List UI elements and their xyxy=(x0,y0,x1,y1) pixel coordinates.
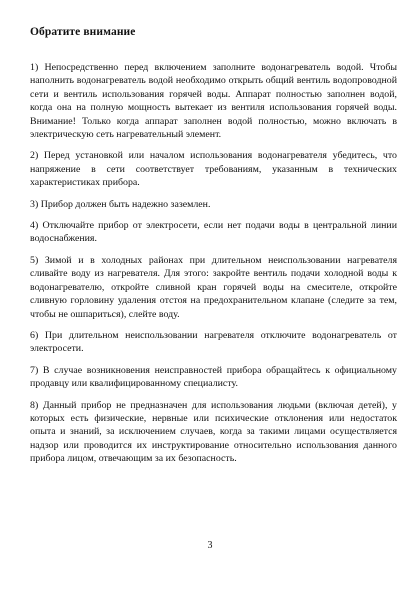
instruction-4: 4) Отключайте прибор от электросети, если нет подачи воды в центральной линии водоснабжения. xyxy=(30,220,397,245)
instruction-3: 3) Прибор должен быть надежно заземлен. xyxy=(30,198,211,210)
instruction-7: 7) В случае возникновения неисправностей прибора обращайтесь к официальному продавцу или квалифицированному специалисту. xyxy=(30,364,397,390)
instruction-1: 1) Непосредственно перед включением заполните водонагреватель водой. Чтобы наполнить водонагреватель водой необходимо открыть общий вентиль водопроводной сети и вентиль использования горячей воды. Аппарат полностью заполнен водой, когда она на полную мощность вытекает из вентиля использования горячей воды. Внимание! Только когда аппарат заполнен водой полностью, можно включать в электрическую сеть нагревательный элемент. xyxy=(30,62,397,141)
page-title: Обратите внимание xyxy=(30,26,136,38)
instruction-8: 8) Данный прибор не предназначен для использования людьми (включая детей), у которых есть физические, нервные или психические отклонения или недостаток опыта и знаний, за исключением случаев, когда за такими лицами осуществляется надзор или проводится их инструктирование относительно использования данного прибора лицом, отвечающим за их безопасность. xyxy=(30,399,397,465)
page-number: 3 xyxy=(207,540,213,551)
instruction-2: 2) Перед установкой или началом использования водонагревателя убедитесь, что напряжение в сети соответствует требованиям, указанным в технических характеристиках прибора. xyxy=(30,150,397,189)
instruction-5: 5) Зимой и в холодных районах при длительном неиспользовании нагревателя сливайте воду из нагревателя. Для этого: закройте вентиль подачи холодной воды к водонагревателю, откройте сливной кран горячей воды на смесителе, откройте сливную горловину удаления отстоя на предохранительном клапане (следите за тем, чтобы не ошпариться), слейте воду. xyxy=(30,254,397,320)
instructions-list xyxy=(30,61,397,474)
instruction-6: 6) При длительном неиспользовании нагревателя отключите водонагреватель от электросети. xyxy=(30,329,397,355)
